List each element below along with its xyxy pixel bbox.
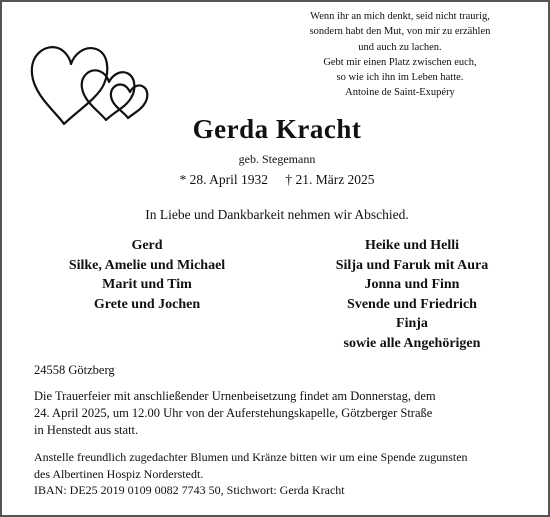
farewell-statement: In Liebe und Dankbarkeit nehmen wir Abschied. <box>145 207 409 222</box>
mourner-entry: sowie alle Angehörigen <box>343 335 481 351</box>
memorial-quote <box>280 9 520 101</box>
life-dates <box>2 172 550 188</box>
mourner-entry: Gerd <box>131 238 163 253</box>
mourners-right-column <box>302 236 522 354</box>
residence-place: 24558 Götzberg <box>34 363 115 377</box>
birth-date: * 28. April 1932 <box>179 172 268 187</box>
deceased-name: Gerda Kracht <box>192 114 362 144</box>
service-line: in Henstedt aus statt. <box>34 423 139 437</box>
quote-line: Gebt mir einen Platz zwischen euch, <box>323 56 477 68</box>
quote-line: Wenn ihr an mich denkt, seid nicht traurig, <box>310 11 490 22</box>
death-date: † 21. März 2025 <box>285 172 375 187</box>
quote-line: sondern habt den Mut, von mir zu erzählen <box>309 26 491 38</box>
quote-line: so wie ich ihn im Leben hatte. <box>336 72 464 84</box>
mourner-entry: Marit und Tim <box>102 277 192 293</box>
mourner-entry: Silke, Amelie und Michael <box>68 257 226 273</box>
mourner-entry: Silja und Faruk mit Aura <box>335 257 489 273</box>
donation-line: des Albertinen Hospiz Norderstedt. <box>34 466 204 481</box>
donation-iban: IBAN: DE25 2019 0109 0082 7743 50, Stichwort: Gerda Kracht <box>34 483 345 497</box>
mourner-entry: Jonna und Finn <box>364 277 460 293</box>
mourner-entry: Finja <box>396 316 428 332</box>
mourner-entry: Svende und Friedrich <box>347 296 477 312</box>
mourners-left-column <box>42 236 252 314</box>
service-line: 24. April 2025, um 12.00 Uhr von der Auferstehungskapelle, Götzberger Straße <box>34 406 433 420</box>
funeral-service-info <box>34 388 529 439</box>
maiden-name: geb. Stegemann <box>238 152 316 166</box>
quote-line: und auch zu lachen. <box>358 41 442 53</box>
donation-line: Anstelle freundlich zugedachter Blumen und Kränze bitten wir um eine Spende zugunsten <box>34 450 468 464</box>
mourner-entry: Grete und Jochen <box>93 296 201 312</box>
donation-request <box>34 449 529 499</box>
service-line: Die Trauerfeier mit anschließender Urnenbeisetzung findet am Donnerstag, dem <box>34 389 436 403</box>
quote-author: Antoine de Saint-Exupéry <box>345 87 455 99</box>
mourner-entry: Heike und Helli <box>364 238 460 253</box>
